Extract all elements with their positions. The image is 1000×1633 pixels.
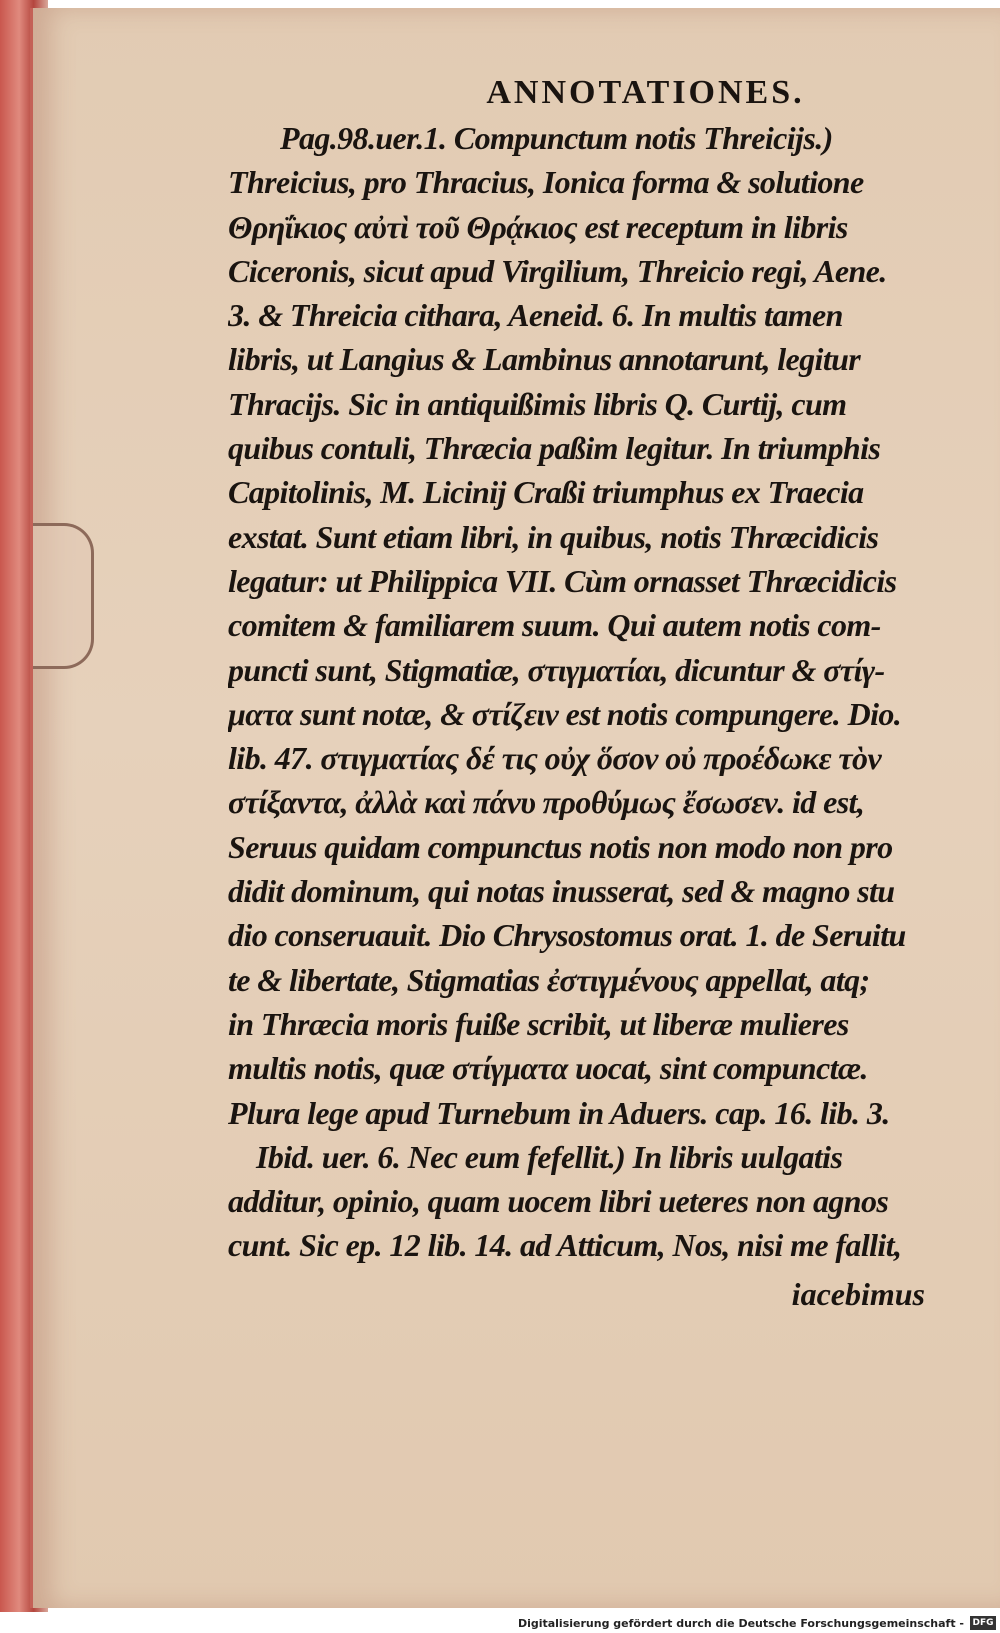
text-line: στίξαντα, ἀλλὰ καὶ πάνυ προθύμως ἔσωσεν. id est, [228, 784, 865, 821]
text-line: 3. & Threicia cithara, Aeneid. 6. In multis tamen [228, 297, 843, 334]
text-line: Ibid. uer. 6. Nec eum fefellit.) In libris uulgatis [256, 1138, 843, 1175]
text-line: in Thræcia moris fuiße scribit, ut liberæ mulieres [228, 1005, 849, 1042]
catchword: iacebimus [791, 1275, 925, 1312]
text-line: lib. 47. στιγματίας δέ τις οὐχ ὅσον οὐ προέδωκε τὸν [228, 740, 882, 777]
text-line: Threicius, pro Thracius, Ionica forma & solutione [228, 164, 864, 201]
footer-band [0, 1612, 1000, 1633]
dfg-logo: DFG [970, 1616, 996, 1630]
text-line: libris, ut Langius & Lambinus annotarunt, legitur [228, 341, 861, 378]
page-clip [33, 523, 94, 669]
text-line: Thracijs. Sic in antiquißimis libris Q. Curtij, cum [228, 385, 847, 422]
text-line: legatur: ut Philippica VII. Cùm ornasset Thræcidicis [228, 562, 897, 599]
text-line: quibus contuli, Thræcia paßim legitur. In triumphis [228, 430, 881, 467]
text-line: Seruus quidam compunctus notis non modo non pro [228, 828, 893, 865]
text-line: multis notis, quæ στίγματα uocat, sint compunctæ. [228, 1050, 868, 1087]
text-line: Θρηΐκιος αὐτὶ τοῦ Θρᾴκιος est receptum in libris [228, 208, 848, 245]
text-line: cunt. Sic ep. 12 lib. 14. ad Atticum, Nos, nisi me fallit, [228, 1227, 902, 1264]
text-line: puncti sunt, Stigmatiæ, στιγματίαι, dicuntur & στίγ- [228, 651, 885, 688]
text-line: comitem & familiarem suum. Qui autem notis com- [228, 607, 881, 644]
text-block [228, 74, 943, 1313]
running-head: ANNOTATIONES. [486, 74, 805, 111]
text-line: Capitolinis, M. Licinij Craßi triumphus ex Traecia [228, 474, 864, 511]
text-line: Pag.98.uer.1. Compunctum notis Threicijs.) [280, 120, 833, 156]
text-line: ματα sunt notæ, & στίζειν est notis compungere. Dio. [228, 695, 902, 732]
text-line: exstat. Sunt etiam libri, in quibus, notis Thræcidicis [228, 518, 879, 555]
footer-credit: Digitalisierung gefördert durch die Deutsche Forschungsgemeinschaft - [517, 1617, 964, 1630]
text-line: additur, opinio, quam uocem libri ueteres non agnos [228, 1183, 889, 1220]
text-line: Plura lege apud Turnebum in Aduers. cap. 16. lib. 3. [228, 1094, 890, 1131]
text-line: didit dominum, qui notas inusserat, sed & magno stu [228, 873, 895, 910]
text-line: Ciceronis, sicut apud Virgilium, Threicio regi, Aene. [228, 252, 887, 289]
text-line: te & libertate, Stigmatias ἐστιγμένους appellat, atq; [228, 961, 870, 998]
text-line: dio conseruauit. Dio Chrysostomus orat. 1. de Seruitu [228, 917, 906, 954]
